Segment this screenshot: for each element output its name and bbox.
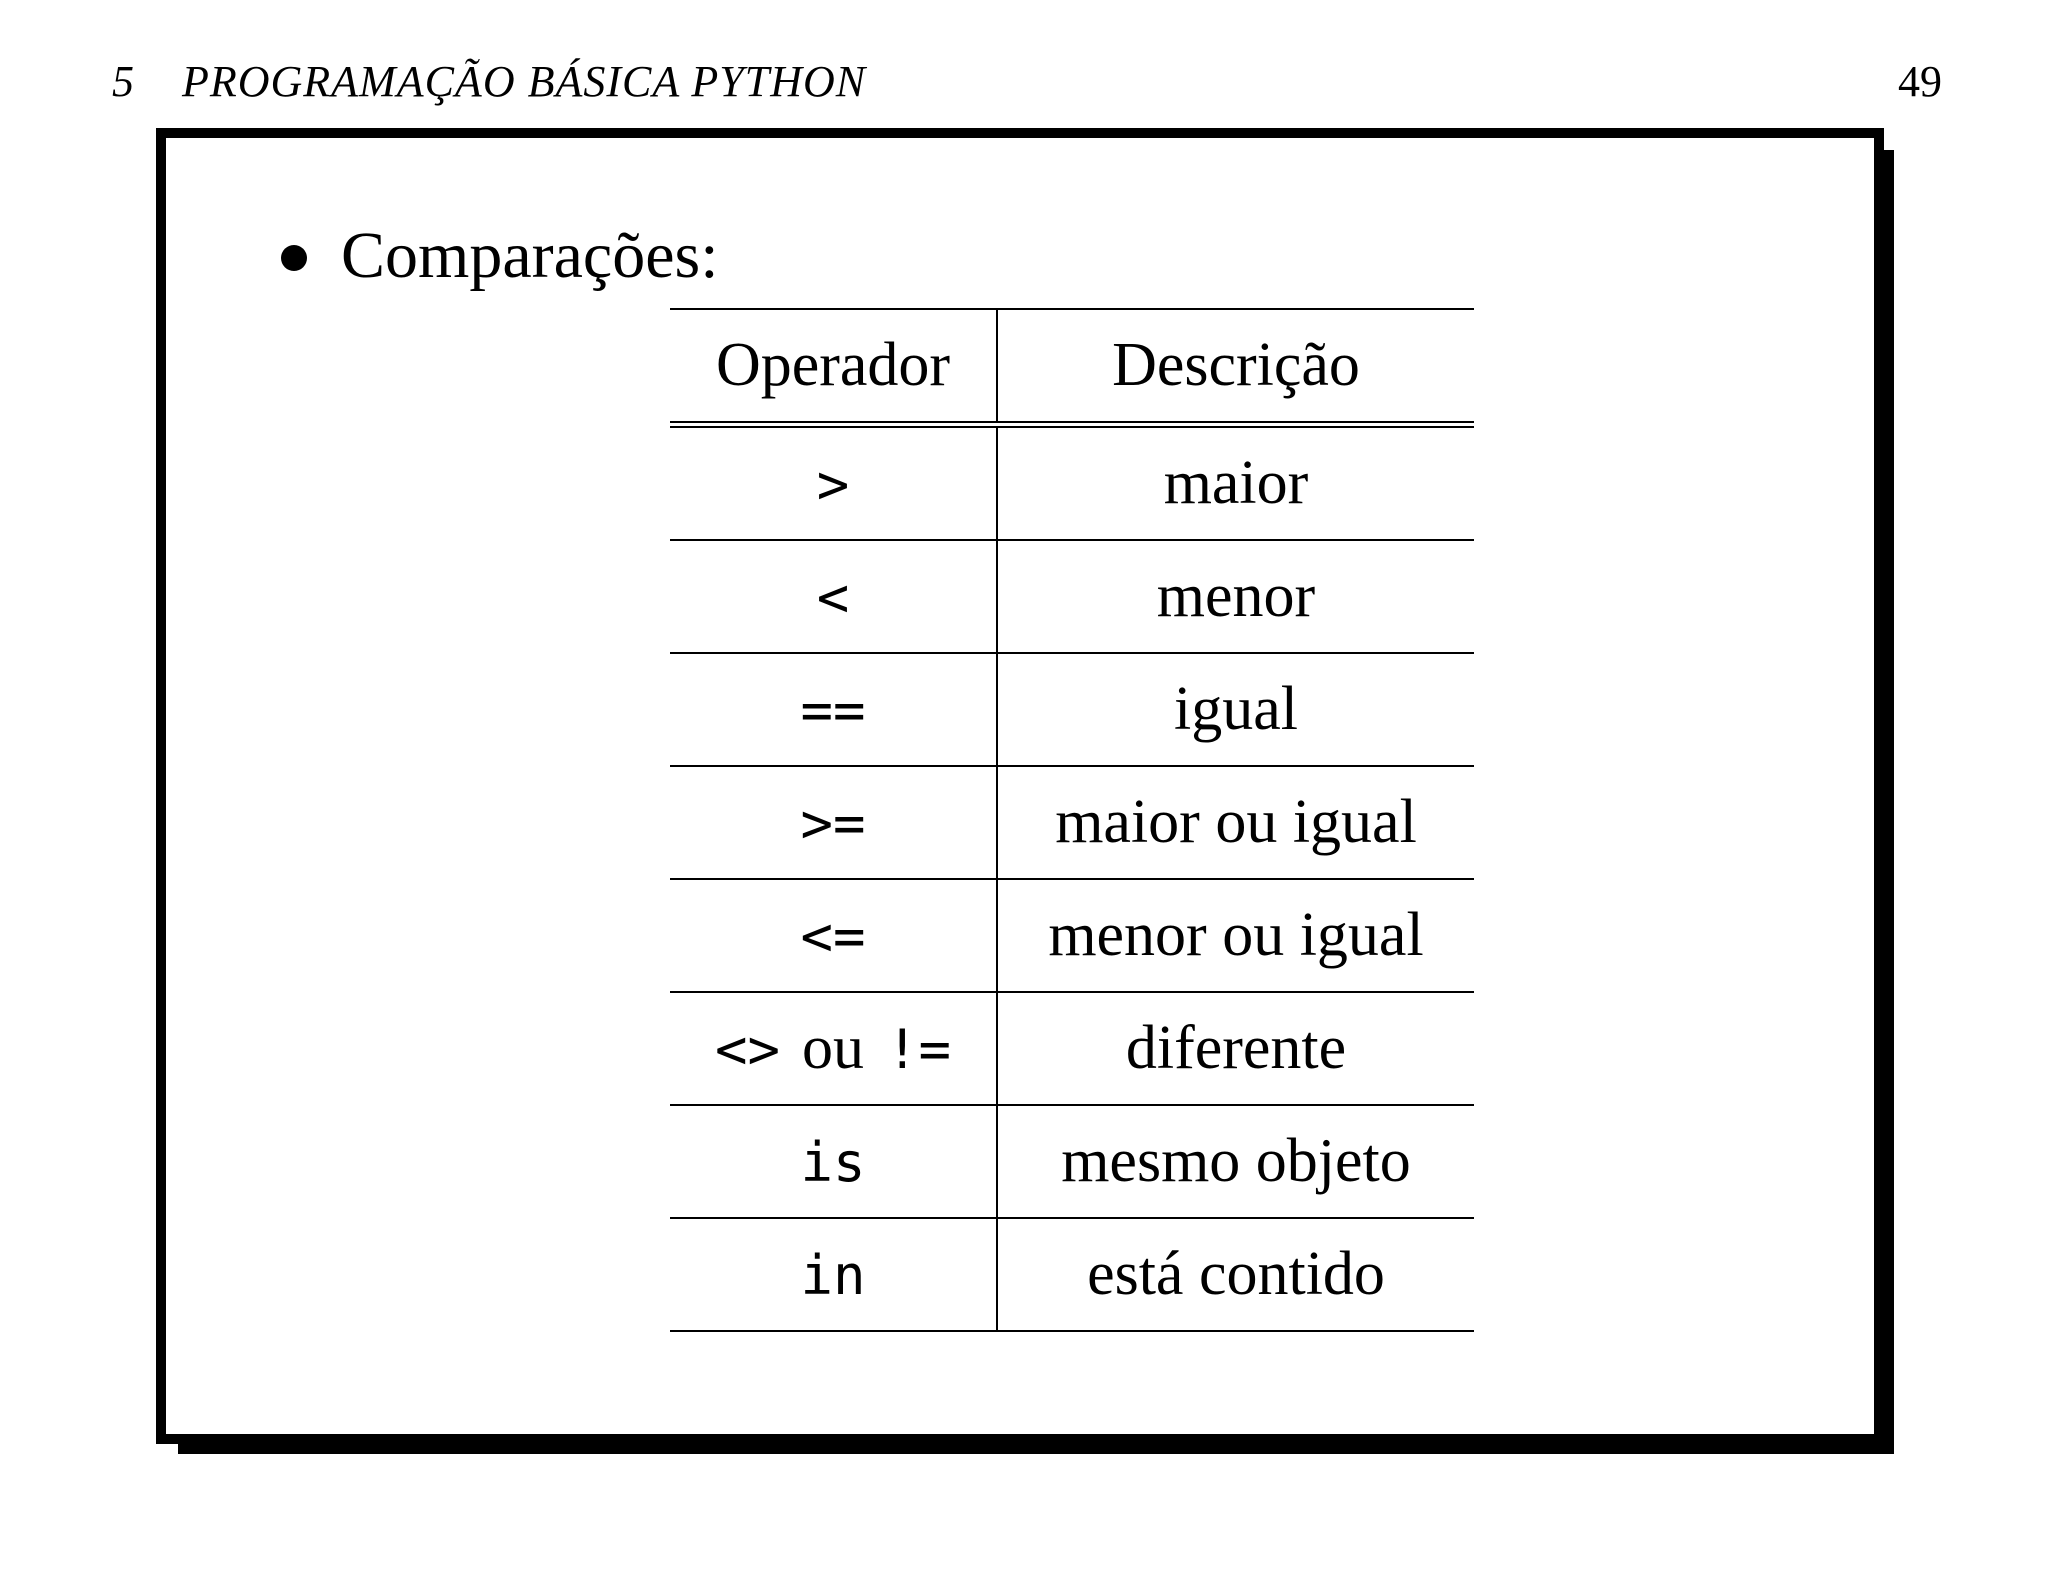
operator-cell — [670, 540, 997, 653]
section-number: 5 — [112, 57, 134, 106]
table-row — [670, 879, 1474, 992]
operator-symbol-alt: != — [886, 1018, 952, 1081]
operator-cell — [670, 992, 997, 1105]
bullet-item — [281, 216, 719, 296]
column-header-description: Descrição — [1112, 331, 1360, 399]
operator-cell — [670, 425, 997, 541]
operator-cell — [670, 766, 997, 879]
table-header-row — [670, 309, 1474, 425]
running-header — [112, 52, 1942, 112]
description-cell: mesmo objeto — [1061, 1127, 1411, 1195]
description-cell: maior ou igual — [1055, 788, 1417, 856]
table-row — [670, 425, 1474, 541]
description-cell: diferente — [1125, 1014, 1347, 1082]
description-cell: está contido — [1087, 1240, 1385, 1308]
operator-cell — [670, 879, 997, 992]
operator-connector: ou — [802, 1014, 864, 1082]
description-cell: igual — [1174, 675, 1298, 743]
description-cell: menor — [1156, 562, 1316, 630]
operator-symbol: > — [816, 453, 850, 516]
operator-symbol: in — [800, 1244, 866, 1307]
operator-symbol: <> — [714, 1018, 780, 1081]
operator-symbol: >= — [800, 792, 866, 855]
operator-symbol: < — [816, 566, 850, 629]
table-row — [670, 766, 1474, 879]
table-row — [670, 1218, 1474, 1331]
bullet-text: Comparações: — [341, 219, 719, 292]
page-number: 49 — [1898, 57, 1942, 106]
operator-cell — [670, 1105, 997, 1218]
operator-symbol: is — [800, 1131, 866, 1194]
table-row — [670, 992, 1474, 1105]
description-cell: menor ou igual — [1048, 901, 1424, 969]
slide-frame — [156, 128, 1884, 1444]
operator-symbol: == — [800, 679, 866, 742]
table-row — [670, 1105, 1474, 1218]
bullet-icon — [281, 245, 307, 271]
operator-symbol: <= — [800, 905, 866, 968]
column-header-operator: Operador — [670, 309, 997, 425]
section-title: PROGRAMAÇÃO BÁSICA PYTHON — [182, 57, 867, 106]
operator-cell — [670, 653, 997, 766]
description-cell: maior — [1163, 449, 1309, 517]
operator-cell — [670, 1218, 997, 1331]
table-row — [670, 540, 1474, 653]
table-row — [670, 653, 1474, 766]
comparison-operators-table — [670, 308, 1474, 1332]
